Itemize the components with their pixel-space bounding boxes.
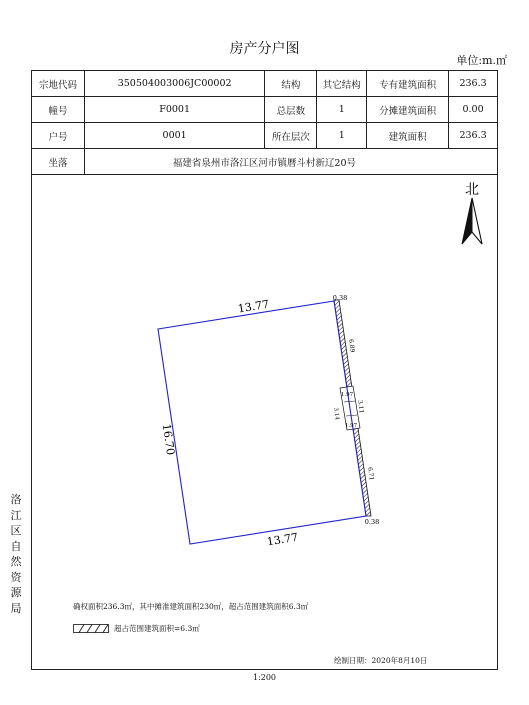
- side-char: 洛: [10, 493, 22, 506]
- side-char: 资: [10, 570, 22, 584]
- structure-label: 结构: [265, 71, 317, 97]
- total-floors-label: 总层数: [265, 97, 317, 123]
- floor-plan: [31, 176, 498, 596]
- scale-label: 1:200: [252, 673, 277, 682]
- building-no-label: 幢号: [32, 97, 85, 123]
- side-char: 然: [10, 555, 22, 568]
- draw-date: 绘制日期：2020年8月10日: [334, 656, 428, 665]
- side-authority-label: [9, 492, 23, 616]
- floor-level-value: 1: [317, 123, 367, 149]
- building-area-label: 建筑面积: [367, 123, 449, 149]
- table-row: [32, 71, 498, 97]
- exclusive-area-label: 专有建筑面积: [367, 71, 449, 97]
- parcel-code-label: 宗地代码: [32, 71, 85, 97]
- left-length-label: 16.70: [159, 423, 178, 457]
- property-info-table: [31, 70, 498, 175]
- building-outline: [158, 301, 366, 544]
- building-no-value: F0001: [84, 97, 264, 123]
- unit-no-value: 0001: [84, 123, 264, 149]
- notch-b-label: 1.97: [344, 423, 358, 429]
- notch-a-label: 1.97: [340, 392, 354, 398]
- unit-label: 单位:m.㎡: [456, 54, 507, 67]
- structure-value: 其它结构: [317, 71, 367, 97]
- table-row: [32, 123, 498, 149]
- area-note: 确权面积236.3㎡，其中摊准建筑面积230㎡，超占范围建筑面积6.3㎡: [73, 602, 309, 611]
- side-char: 源: [10, 586, 22, 599]
- parcel-code-value: 350504003006JC00002: [84, 71, 264, 97]
- top-length-label: 13.77: [236, 297, 271, 316]
- unit-no-label: 户号: [32, 123, 85, 149]
- notch-depth-label: 3.14: [332, 407, 340, 421]
- side-char: 区: [10, 524, 22, 537]
- right-upper-length-label: 6.89: [347, 338, 356, 353]
- top-right-corner-label: 0.38: [332, 294, 348, 302]
- north-arrow-half-icon: [472, 198, 482, 244]
- building-area-value: 236.3: [449, 123, 498, 149]
- right-lower-length-label: 6.71: [366, 466, 375, 481]
- north-label: 北: [465, 182, 479, 198]
- side-char: 江: [10, 508, 22, 522]
- total-floors-value: 1: [317, 97, 367, 123]
- bottom-length-label: 13.77: [265, 530, 300, 549]
- location-label: 坐落: [32, 149, 85, 175]
- right-mid-length-label: 3.11: [356, 399, 365, 414]
- side-char: 自: [10, 539, 22, 553]
- shared-area-label: 分摊建筑面积: [367, 97, 449, 123]
- page-title: 房产分户图: [229, 41, 300, 57]
- bottom-right-corner-label: 0.38: [364, 518, 380, 526]
- location-value: 福建省泉州市洛江区河市镇曆斗村新辽20号: [84, 149, 497, 175]
- table-row: [32, 97, 498, 123]
- legend-hatch-swatch: [73, 624, 109, 633]
- exclusive-area-value: 236.3: [449, 71, 498, 97]
- floor-level-label: 所在层次: [265, 123, 317, 149]
- side-char: 局: [10, 601, 22, 615]
- shared-area-value: 0.00: [449, 97, 498, 123]
- table-row: [32, 149, 498, 175]
- legend-label: 超占范围建筑面积=6.3㎡: [114, 624, 200, 633]
